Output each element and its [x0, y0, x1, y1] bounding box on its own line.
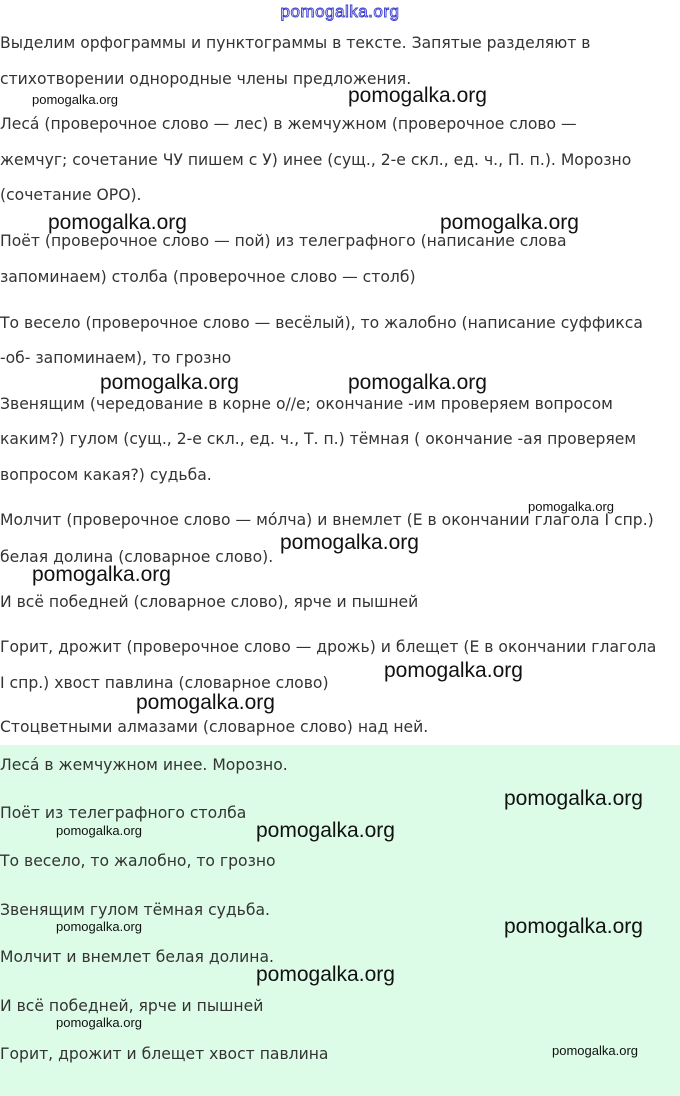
- paragraph-line: Выделим орфограммы и пунктограммы в тексте. Запятые разделяют в: [0, 34, 591, 52]
- paragraph-line: -об- запоминаем), то грозно: [0, 349, 232, 367]
- paragraph-line: Горит, дрожит (проверочное слово — дрожь) и блещет (Е в окончании глагола: [0, 638, 657, 656]
- watermark: pomogalka.org: [528, 499, 614, 514]
- poem-line: То весело, то жалобно, то грозно: [0, 852, 276, 870]
- poem-line: И всё победней, ярче и пышней: [0, 997, 264, 1015]
- paragraph-line: И всё победней (словарное слово), ярче и пышней: [0, 593, 419, 611]
- paragraph-line: Поёт (проверочное слово — пой) из телеграфного (написание слова: [0, 232, 567, 250]
- watermark: pomogalka.org: [440, 211, 579, 234]
- paragraph-line: Молчит (проверочное слово — мо́лча) и внемлет (Е в окончании глагола I спр.): [0, 511, 654, 529]
- watermark: pomogalka.org: [552, 1043, 638, 1058]
- watermark: pomogalka.org: [348, 84, 487, 107]
- watermark: pomogalka.org: [504, 787, 643, 810]
- watermark: pomogalka.org: [32, 563, 171, 586]
- poem-line: Молчит и внемлет белая долина.: [0, 948, 274, 966]
- watermark: pomogalka.org: [56, 919, 142, 934]
- paragraph-line: I спр.) хвост павлина (словарное слово): [0, 674, 329, 692]
- poem-line: Звенящим гулом тёмная судьба.: [0, 901, 270, 919]
- watermark: pomogalka.org: [100, 371, 239, 394]
- paragraph-line: стихотворении однородные члены предложения.: [0, 70, 412, 88]
- watermark: pomogalka.org: [56, 1015, 142, 1030]
- paragraph-line: запоминаем) столба (проверочное слово — столб): [0, 268, 416, 286]
- paragraph-line: каким?) гулом (сущ., 2-е скл., ед. ч., Т. п.) тёмная ( окончание -ая проверяем: [0, 430, 637, 448]
- paragraph-line: (сочетание ОРО).: [0, 186, 142, 204]
- paragraph-line: белая долина (словарное слово).: [0, 548, 274, 566]
- watermark: pomogalka.org: [504, 915, 643, 938]
- paragraph-line: жемчуг; сочетание ЧУ пишем с У) инее (сущ., 2-е скл., ед. ч., П. п.). Морозно: [0, 151, 632, 169]
- poem-line: Леса́ в жемчужном инее. Морозно.: [0, 756, 288, 774]
- watermark: pomogalka.org: [48, 211, 187, 234]
- watermark: pomogalka.org: [280, 531, 419, 554]
- watermark: pomogalka.org: [32, 92, 118, 107]
- watermark: pomogalka.org: [256, 819, 395, 842]
- paragraph-line: вопросом какая?) судьба.: [0, 466, 212, 484]
- paragraph-line: Леса́ (проверочное слово — лес) в жемчужном (проверочное слово —: [0, 115, 577, 133]
- paragraph-line: Стоцветными алмазами (словарное слово) над ней.: [0, 718, 429, 736]
- paragraph-line: Звенящим (чередование в корне о//е; окончание -им проверяем вопросом: [0, 395, 613, 413]
- watermark: pomogalka.org: [56, 823, 142, 838]
- poem-line: Горит, дрожит и блещет хвост павлина: [0, 1045, 329, 1063]
- site-header: pomogalka.org: [280, 2, 400, 21]
- watermark: pomogalka.org: [348, 371, 487, 394]
- watermark: pomogalka.org: [256, 963, 395, 986]
- watermark: pomogalka.org: [136, 691, 275, 714]
- watermark: pomogalka.org: [384, 659, 523, 682]
- poem-line: Поёт из телеграфного столба: [0, 804, 247, 822]
- paragraph-line: То весело (проверочное слово — весёлый), то жалобно (написание суффикса: [0, 314, 643, 332]
